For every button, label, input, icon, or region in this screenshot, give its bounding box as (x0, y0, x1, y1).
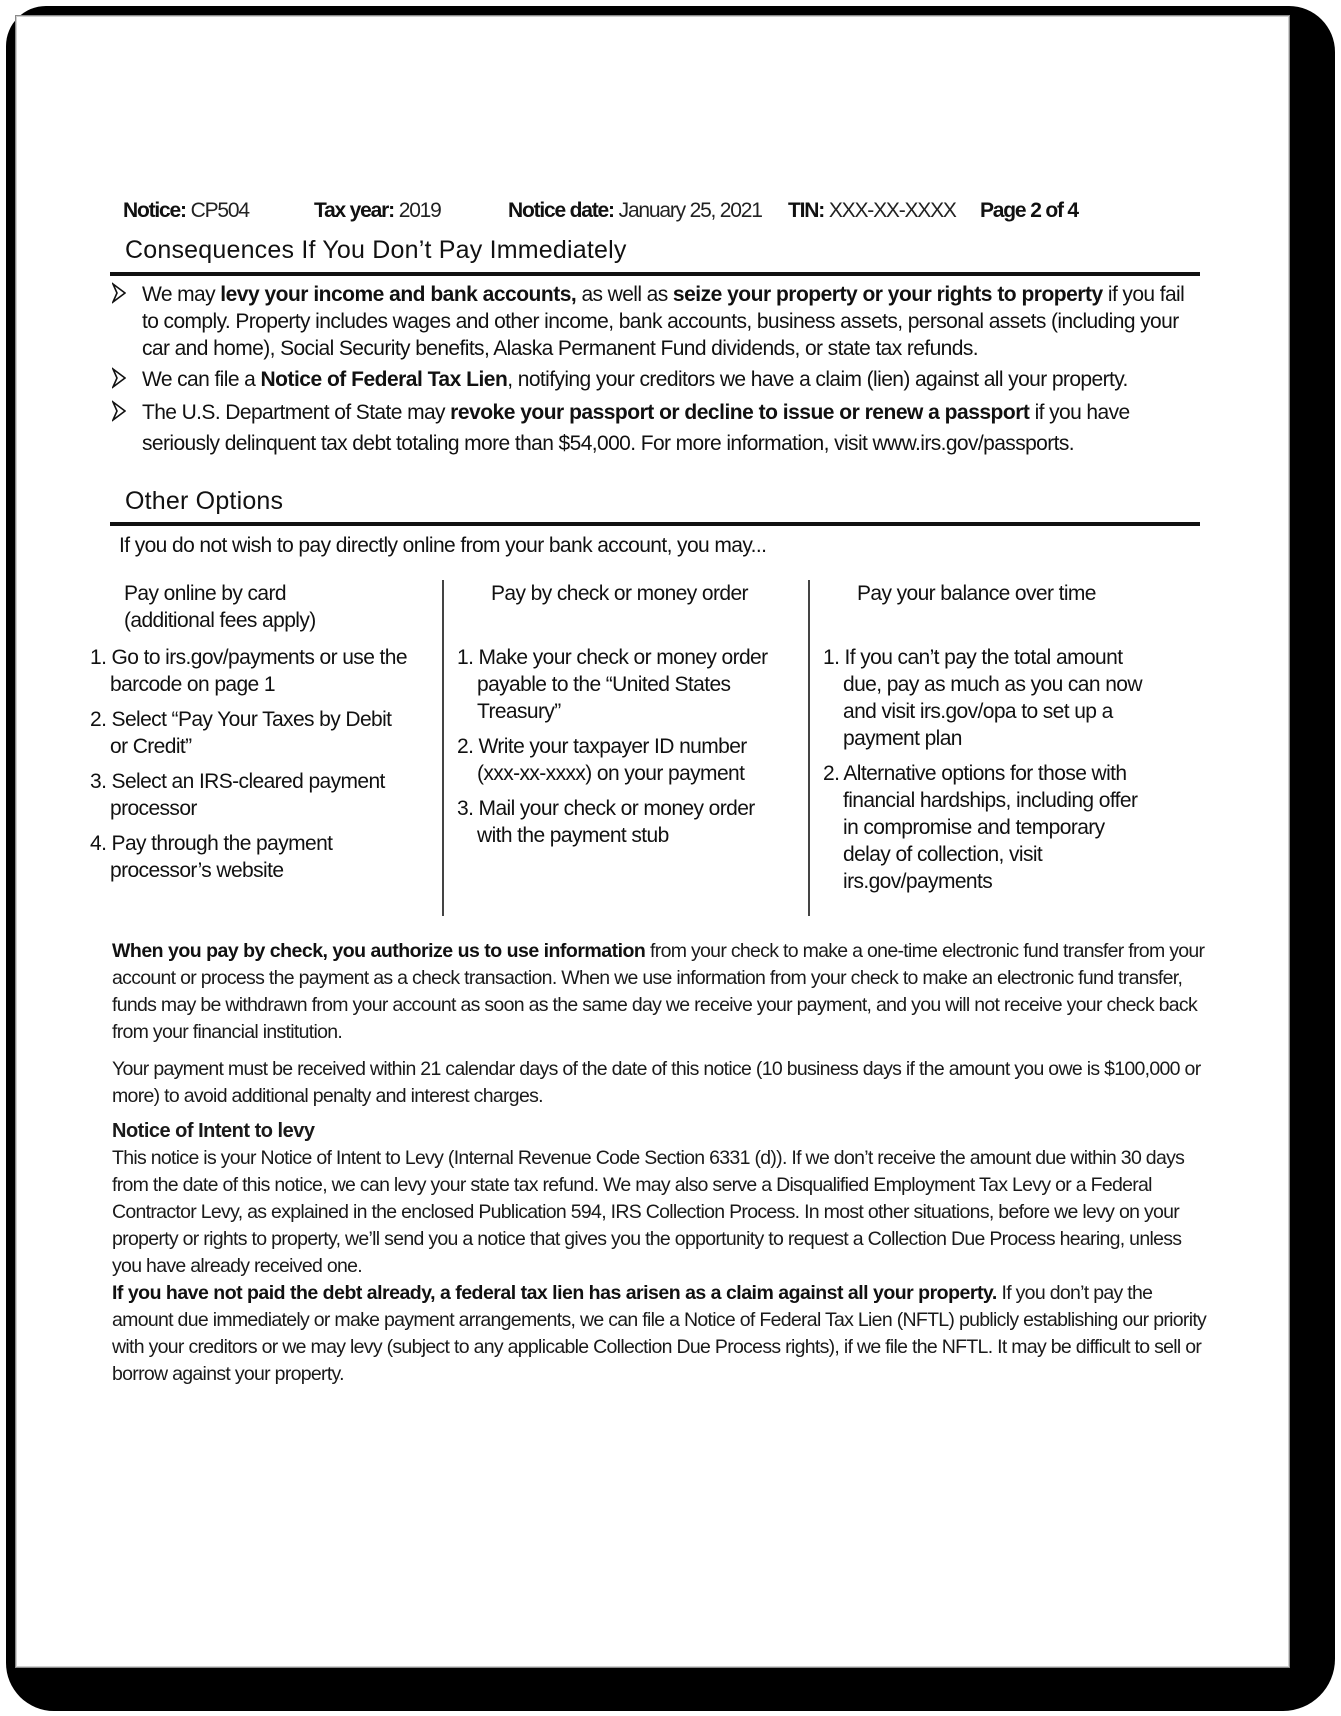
arrowhead-bullet-icon (112, 282, 126, 304)
page-content (16, 16, 1289, 1667)
intent-to-levy-section (112, 1118, 1212, 1280)
column-title-line: Pay your balance over time (857, 582, 1096, 605)
notice-date-value: January 25, 2021 (618, 199, 762, 222)
notice-date-label: Notice date: (508, 199, 614, 222)
step-item: 3. Select an IRS-cleared payment processor (90, 770, 385, 820)
notice-value: CP504 (190, 199, 249, 222)
step-item: 1. Make your check or money order payable to the “United States Treasury” (457, 646, 768, 723)
text: as well as (576, 283, 673, 306)
step-item: 4. Pay through the payment processor’s website (90, 832, 333, 882)
column-title (857, 580, 1153, 634)
page-label: Page (980, 199, 1026, 222)
notice-date-field (508, 199, 762, 223)
column-divider (442, 580, 444, 916)
tax-year-value: 2019 (398, 199, 441, 222)
other-options-heading: Other Options (125, 487, 284, 515)
emphasis: revoke your passport or decline to issue or renew a passport (450, 401, 1030, 424)
intent-to-levy-text: This notice is your Notice of Intent to Levy (Internal Revenue Code Section 6331 (d)). If we don’t receive the amount due within 30 days from the date of this notice, we can levy your state tax refund. We may also serve a Disqualified Employment Tax Levy or a Federal Contractor Levy, as explained in the enclosed Publication 594, IRS Collection Process. In most other situations, before we levy on your property or rights to property, we’ll send you a notice that gives you the opportunity to request a Collection Due Process hearing, unless you have already received one. (112, 1147, 1185, 1277)
consequences-heading: Consequences If You Don’t Pay Immediately (125, 236, 627, 264)
step-item: 1. If you can’t pay the total amount due, pay as much as you can now and visit irs.gov/opa to set up a payment plan (823, 646, 1142, 750)
notice-header (123, 199, 1123, 225)
emphasis: If you have not paid the debt already, a federal tax lien has arisen as a claim against all your property. (112, 1282, 997, 1304)
column-title-line: Pay by check or money order (491, 582, 748, 605)
arrowhead-bullet-icon (112, 367, 126, 389)
option-column-card (90, 580, 410, 892)
notice-label: Notice: (123, 199, 186, 222)
step-item: 3. Mail your check or money order with the payment stub (457, 797, 755, 847)
consequence-item-levy (112, 281, 1192, 362)
tin-field (788, 199, 956, 223)
page-value: 2 of 4 (1030, 199, 1078, 222)
tax-year-label: Tax year: (314, 199, 394, 222)
text: from your check to make a one-time electronic fund transfer from your account or process the payment as a check transaction. When we use information from your check to make an electronic fund transfer, funds may be withdrawn from your account as soon as the same day we receive your payment, and you will not receive your check back from your financial institution. (112, 940, 1205, 1043)
text: We may (142, 283, 221, 306)
option-column-installment (823, 580, 1153, 903)
column-title (491, 580, 787, 634)
step-item: 2. Write your taxpayer ID number (xxx-xx-xxxx) on your payment (457, 735, 747, 785)
page-number (980, 199, 1078, 223)
arrowhead-bullet-icon (112, 400, 126, 422)
emphasis: Notice of Federal Tax Lien (260, 368, 508, 391)
tax-year-field (314, 199, 441, 223)
text: The U.S. Department of State may (142, 401, 451, 424)
consequence-item-passport (112, 397, 1192, 459)
text: , notifying your creditors we have a claim (lien) against all your property. (507, 368, 1128, 391)
step-item: 2. Alternative options for those with financial hardships, including offer in compromise and temporary delay of collection, visit irs.gov/payments (823, 762, 1138, 893)
emphasis: seize your property or your rights to property (672, 283, 1103, 306)
column-divider (808, 580, 810, 916)
other-options-intro: If you do not wish to pay directly online from your bank account, you may... (119, 534, 767, 557)
check-authorization-paragraph (112, 938, 1212, 1046)
emphasis: When you pay by check, you authorize us to use information (112, 940, 646, 962)
column-title (124, 580, 410, 634)
text: If you don’t pay the amount due immediately or make payment arrangements, we can file a Notice of Federal Tax Lien (NFTL) publicly establishing our priority with your creditors or we may levy (subject to any applicable Collection Due Process rights), if we file the NFTL. It may be difficult to sell or borrow against your property. (112, 1282, 1207, 1385)
text: We can file a (142, 368, 261, 391)
consequence-item-lien (112, 366, 1192, 393)
emphasis: levy your income and bank accounts, (220, 283, 577, 306)
consequences-rule (110, 272, 1200, 276)
federal-lien-paragraph (112, 1280, 1212, 1388)
step-item: 2. Select “Pay Your Taxes by Debit or Credit” (90, 708, 392, 758)
step-item: 1. Go to irs.gov/payments or use the barcode on page 1 (90, 646, 407, 696)
text: if you fail to comply. Property includes wages and other income, bank accounts, business assets, personal assets (including your car and home), Social Security benefits, Alaska Permanent Fund dividends, or state tax refunds. (142, 283, 1185, 360)
option-column-check (457, 580, 787, 857)
text: if you have seriously delinquent tax debt totaling more than $54,000. For more information, visit www.irs.gov/passports. (142, 401, 1130, 455)
tin-label: TIN: (788, 199, 825, 222)
column-title-line: (additional fees apply) (124, 609, 316, 632)
payment-deadline-paragraph: Your payment must be received within 21 calendar days of the date of this notice (10 business days if the amount you owe is $100,000 or more) to avoid additional penalty and interest charges. (112, 1058, 1201, 1107)
other-options-rule (110, 522, 1200, 526)
intent-to-levy-heading: Notice of Intent to levy (112, 1120, 315, 1142)
tin-value: XXX-XX-XXXX (828, 199, 956, 222)
notice-field (123, 199, 249, 223)
column-title-line: Pay online by card (124, 582, 286, 605)
document-page (15, 15, 1290, 1668)
consequences-list (112, 281, 1192, 463)
